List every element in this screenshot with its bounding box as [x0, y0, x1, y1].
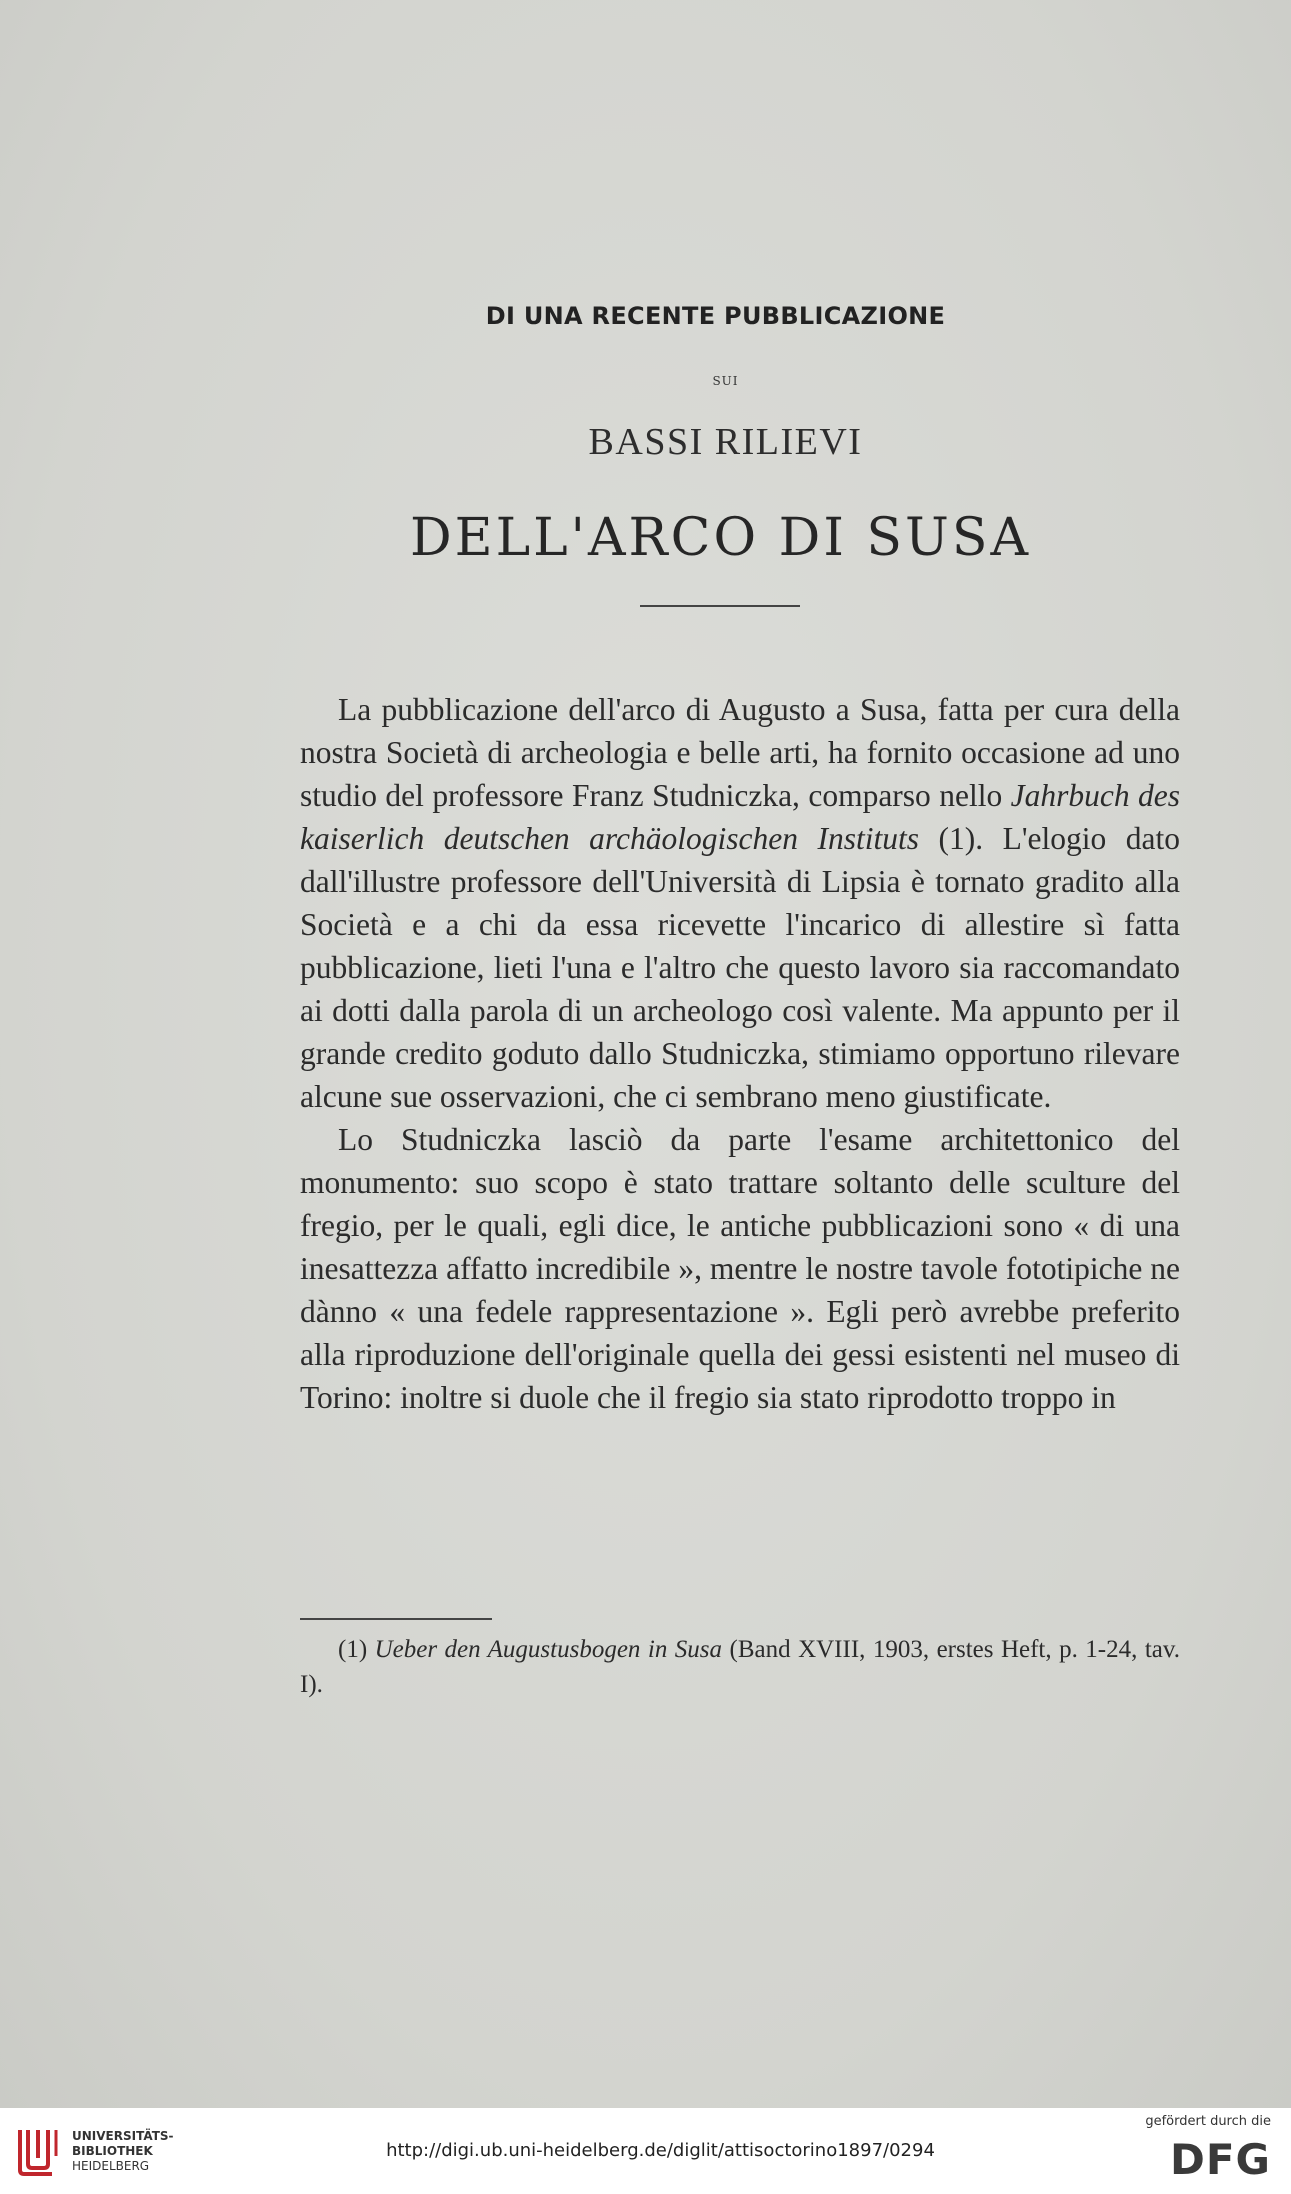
paragraph-1-end: (1). L'elogio dato dall'illustre professore dell'Università di Lipsia è tornato gradito alla Società e a chi da essa ricevette l'incarico di allestire sì fatta pubblicazione, lieti l'una e l'altro che questo lavoro sia raccomandato ai dotti dalla parola di un archeologo così valente. Ma appunto per il grande credito goduto dallo Studniczka, stimiamo opportuno rilevare alcune sue osservazioni, che ci sembrano meno giustificate.	[300, 821, 1180, 1114]
heading-sui: SUI	[712, 374, 739, 388]
library-line-3: HEIDELBERG	[72, 2159, 150, 2173]
footnote-rest: (Band XVIII, 1903, erstes Heft, p. 1-24, tav. I).	[300, 1636, 1180, 1698]
footnote-divider	[300, 1618, 492, 1620]
paragraph-1	[300, 688, 1180, 1118]
page-title: DELL'ARCO DI SUSA	[409, 508, 1032, 568]
dfg-logo[interactable]: DFG	[1169, 2135, 1271, 2184]
heading-bassi-rilievi: BASSI RILIEVI	[588, 421, 863, 463]
paragraph-2: Lo Studniczka lasciò da parte l'esame architettonico del monumento: suo scopo è stato trattare soltanto delle sculture del fregio, per le quali, egli dice, le antiche pubblicazioni sono « di una inesattezza affatto incredibile », mentre le nostre tavole fototipiche ne dànno « una fedele rappresentazione ». Egli però avrebbe preferito alla riproduzione dell'originale quella dei gessi esistenti nel museo di Torino: inoltre si duole che il fregio sia stato riprodotto troppo in	[300, 1122, 1180, 1415]
body-text	[300, 688, 1180, 1419]
sponsor-caption: gefördert durch die	[1145, 2114, 1271, 2129]
permalink-url[interactable]: http://digi.ub.uni-heidelberg.de/diglit/attisoctorino1897/0294	[386, 2140, 935, 2161]
journal-title: Jahrbuch des kaiserlich deutschen archäologischen Instituts	[300, 778, 1181, 856]
library-line-1: UNIVERSITÄTS-	[72, 2129, 174, 2143]
paragraph-1-start: La pubblicazione dell'arco di Augusto a Susa, fatta per cura della nostra Società di archeologia e belle arti, ha fornito occasione ad uno studio del professore Franz Studniczka, comparso nello	[300, 692, 1180, 813]
footnote-marker: (1)	[338, 1636, 375, 1663]
title-divider	[640, 605, 800, 607]
footnote-title: Ueber den Augustusbogen in Susa	[374, 1636, 723, 1663]
library-line-2: BIBLIOTHEK	[72, 2144, 153, 2158]
footnote	[300, 1632, 1180, 1702]
heading-publication: DI UNA RECENTE PUBBLICAZIONE	[485, 302, 946, 330]
footnote-1	[300, 1632, 1180, 1702]
